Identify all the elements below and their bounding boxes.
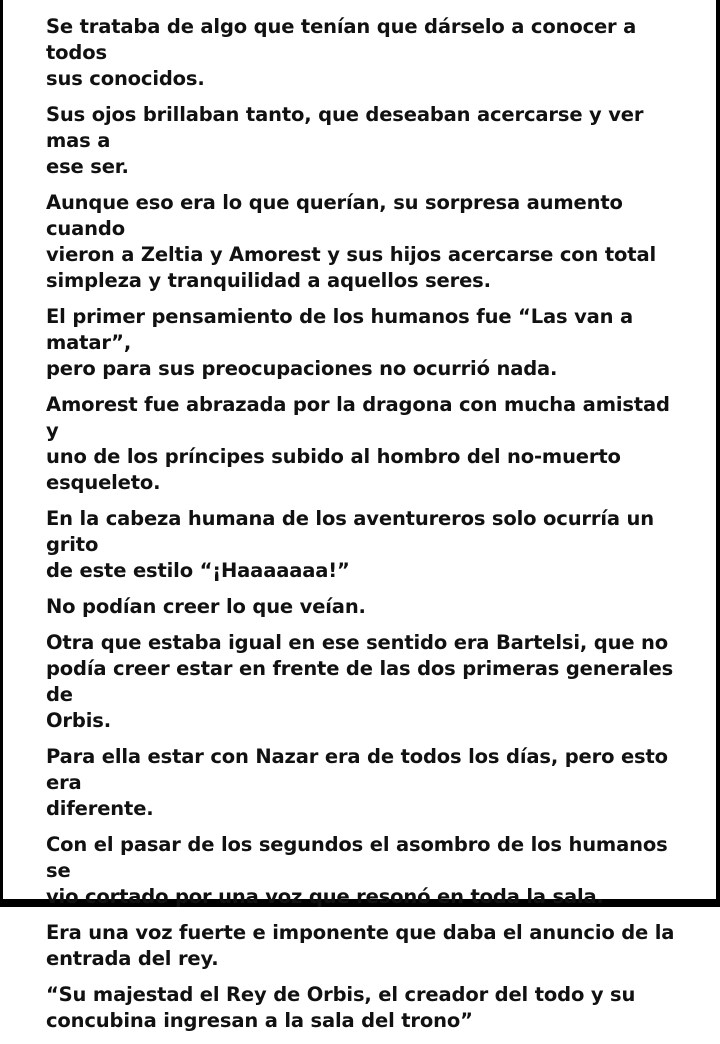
paragraph: Otra que estaba igual en ese sentido era Bartelsi, que no podía creer estar en frente de las dos primeras generales de Orbis. xyxy=(46,631,674,732)
paragraph: “Su majestad el Rey de Orbis, el creador del todo y su concubina ingresan a la sala del trono” xyxy=(46,983,636,1032)
paragraph: Amorest fue abrazada por la dragona con mucha amistad y uno de los príncipes subido al hombro del no-muerto esqueleto. xyxy=(46,393,670,494)
paragraph: Aunque eso era lo que querían, su sorpresa aumento cuando vieron a Zeltia y Amorest y sus hijos acercarse con total simpleza y tranquilidad a aquellos seres. xyxy=(46,191,657,292)
page-border-right xyxy=(716,0,720,907)
paragraph: No podían creer lo que veían. xyxy=(46,595,366,618)
text-body xyxy=(46,14,686,1044)
paragraph: Sus ojos brillaban tanto, que deseaban acercarse y ver mas a ese ser. xyxy=(46,103,644,178)
page-border-left xyxy=(0,0,3,907)
paragraph: En la cabeza humana de los aventureros solo ocurría un grito de este estilo “¡Haaaaaaa!” xyxy=(46,507,655,582)
paragraph: Para ella estar con Nazar era de todos los días, pero esto era diferente. xyxy=(46,745,668,820)
paragraph: Con el pasar de los segundos el asombro de los humanos se vio cortado por una voz que resonó en toda la sala. xyxy=(46,833,668,908)
paragraph: Se trataba de algo que tenían que dárselo a conocer a todos sus conocidos. xyxy=(46,15,637,90)
paragraph: El primer pensamiento de los humanos fue “Las van a matar”, pero para sus preocupaciones no ocurrió nada. xyxy=(46,305,634,380)
paragraph: Era una voz fuerte e imponente que daba el anuncio de la entrada del rey. xyxy=(46,921,675,970)
